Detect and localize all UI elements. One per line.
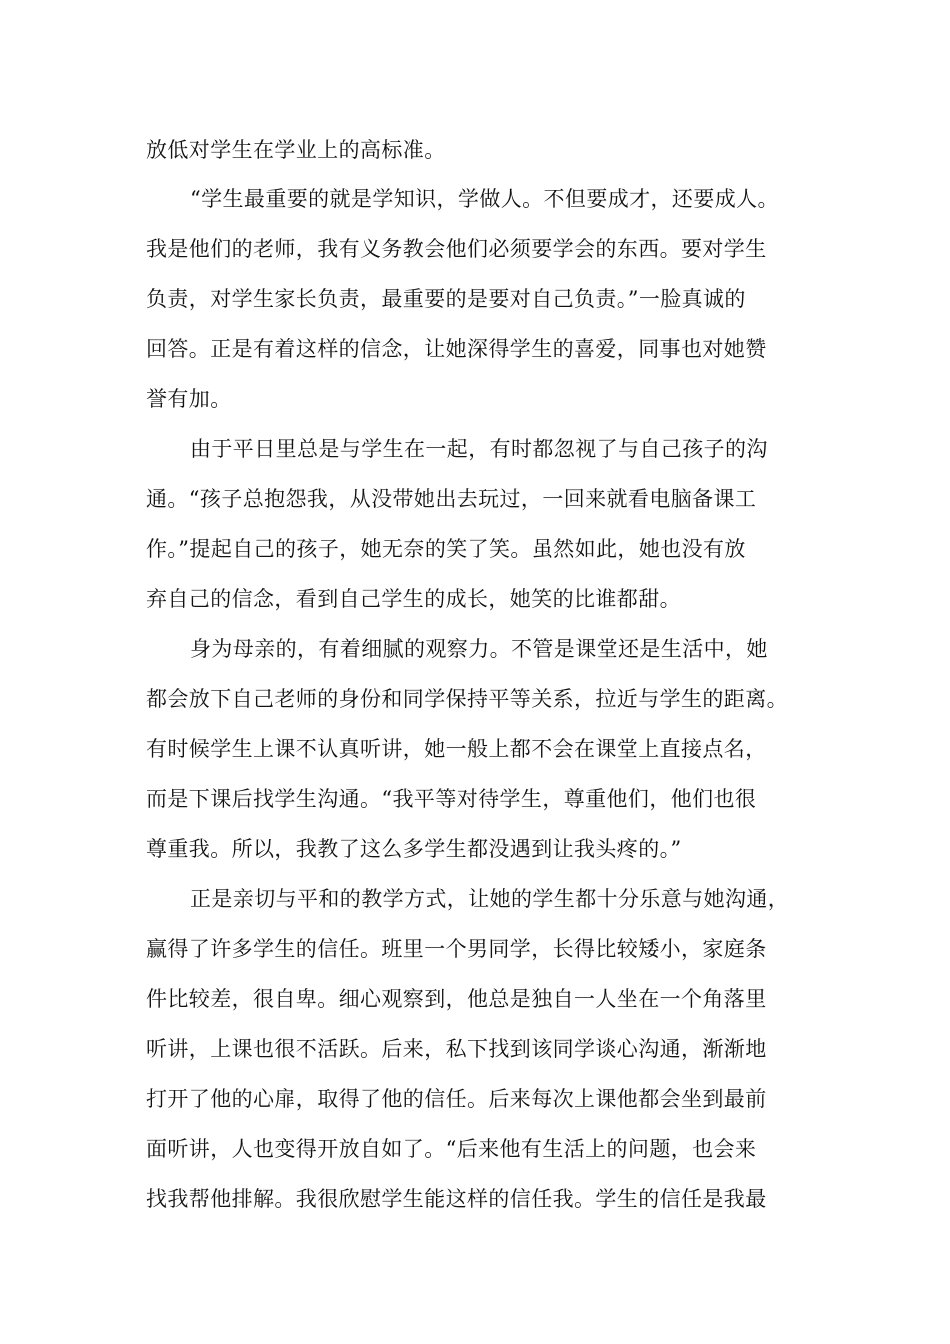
text-line: 身为母亲的，有着细腻的观察力。不管是课堂还是生活中，她 [190,637,768,661]
text-line: 打开了他的心扉，取得了他的信任。后来每次上课他都会坐到最前 [146,1087,767,1111]
text-line: 件比较差，很自卑。细心观察到，他总是独自一人坐在一个角落里 [146,987,767,1011]
text-line: 我是他们的老师，我有义务教会他们必须要学会的东西。要对学生 [146,237,767,261]
text-line: 听讲，上课也很不活跃。后来，私下找到该同学谈心沟通，渐渐地 [146,1037,767,1061]
text-line: 找我帮他排解。我很欣慰学生能这样的信任我。学生的信任是我最 [146,1187,767,1211]
text-line: 弃自己的信念，看到自己学生的成长，她笑的比谁都甜。 [146,587,681,611]
text-line: 作。”提起自己的孩子，她无奈的笑了笑。虽然如此，她也没有放 [146,537,746,561]
text-line: 负责，对学生家长负责，最重要的是要对自己负责。”一脸真诚的 [146,287,746,311]
text-line: 有时候学生上课不认真听讲，她一般上都不会在课堂上直接点名， [146,737,767,761]
text-line: 赢得了许多学生的信任。班里一个男同学，长得比较矮小，家庭条 [146,937,767,961]
text-line: 通。“孩子总抱怨我，从没带她出去玩过，一回来就看电脑备课工 [146,487,757,511]
text-line: 尊重我。所以，我教了这么多学生都没遇到让我头疼的。” [146,837,682,861]
text-line: 由于平日里总是与学生在一起，有时都忽视了与自己孩子的沟 [190,437,768,461]
text-line: 都会放下自己老师的身份和同学保持平等关系，拉近与学生的距离。 [146,687,788,711]
text-line: 放低对学生在学业上的高标准。 [146,138,446,162]
text-line: 回答。正是有着这样的信念，让她深得学生的喜爱，同事也对她赞 [146,337,767,361]
text-line: 面听讲，人也变得开放自如了。“后来他有生活上的问题，也会来 [146,1137,757,1161]
text-line: 而是下课后找学生沟通。“我平等对待学生，尊重他们，他们也很 [146,787,757,811]
text-line: “学生最重要的就是学知识，学做人。不但要成才，还要成人。 [190,187,779,211]
text-line: 誉有加。 [146,387,232,411]
text-line: 正是亲切与平和的教学方式，让她的学生都十分乐意与她沟通， [190,887,790,911]
